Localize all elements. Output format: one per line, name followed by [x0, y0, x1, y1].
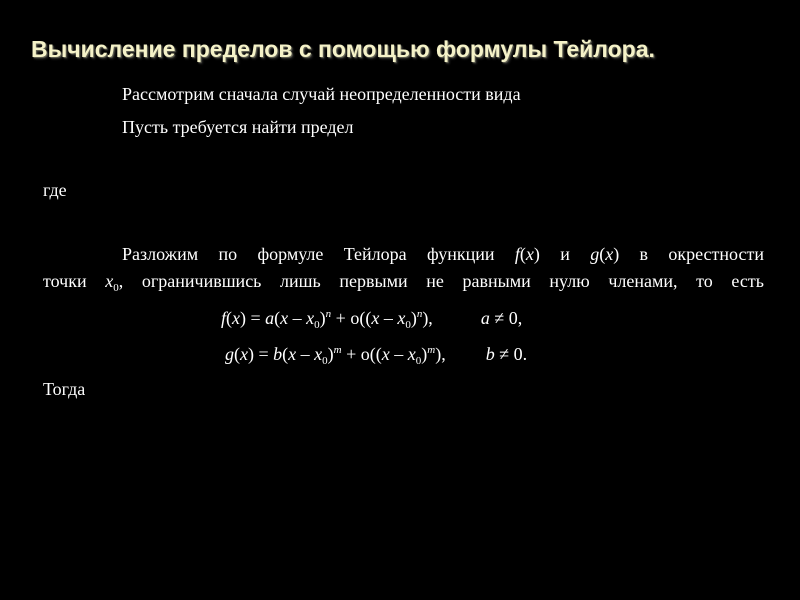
- expansion-word: ограничившись: [141, 271, 262, 291]
- expansion-word: членами,: [608, 271, 678, 291]
- expansion-word: Тейлора: [343, 244, 407, 264]
- expansion-row-2: [43, 269, 764, 293]
- expansion-word: g(x): [590, 244, 620, 264]
- formula-g-condition: b ≠ 0.: [485, 344, 528, 364]
- expansion-word: лишь: [280, 271, 321, 291]
- expansion-word: и: [560, 244, 570, 264]
- formula-g: [225, 342, 527, 366]
- expansion-row-1: [122, 242, 764, 266]
- where-label: где: [43, 180, 67, 200]
- expansion-word: функции: [427, 244, 495, 264]
- expansion-word: первыми: [339, 271, 408, 291]
- expansion-word: Разложим: [122, 244, 199, 264]
- slide-title: Вычисление пределов с помощью формулы Тейлора.: [31, 36, 655, 62]
- expansion-word: формуле: [257, 244, 324, 264]
- expansion-word: f(x): [514, 244, 540, 264]
- formula-g-expression: $g(x) = b(x - x_0)^m + o((x - x_0)^m)$,: [225, 344, 446, 367]
- expansion-word: в: [639, 244, 649, 264]
- formula-f-condition: a ≠ 0,: [480, 308, 523, 328]
- then-label: Тогда: [43, 379, 86, 399]
- expansion-word: точки: [43, 271, 87, 291]
- formula-f-expression: $f(x) = a(x - x_0)^n + o((x - x_0)^n)$,: [221, 308, 433, 331]
- expansion-word: нулю: [549, 271, 590, 291]
- expansion-word: по: [218, 244, 238, 264]
- intro-line-2: Пусть требуется найти предел: [122, 117, 354, 137]
- expansion-word: не: [426, 271, 444, 291]
- expansion-word: $x_0$,: [105, 271, 124, 294]
- expansion-word: окрестности: [668, 244, 764, 264]
- formula-f: [221, 306, 522, 330]
- intro-line-1: Рассмотрим сначала случай неопределенности вида: [122, 84, 521, 104]
- expansion-word: равными: [462, 271, 531, 291]
- expansion-word: есть: [731, 271, 764, 291]
- expansion-word: то: [696, 271, 713, 291]
